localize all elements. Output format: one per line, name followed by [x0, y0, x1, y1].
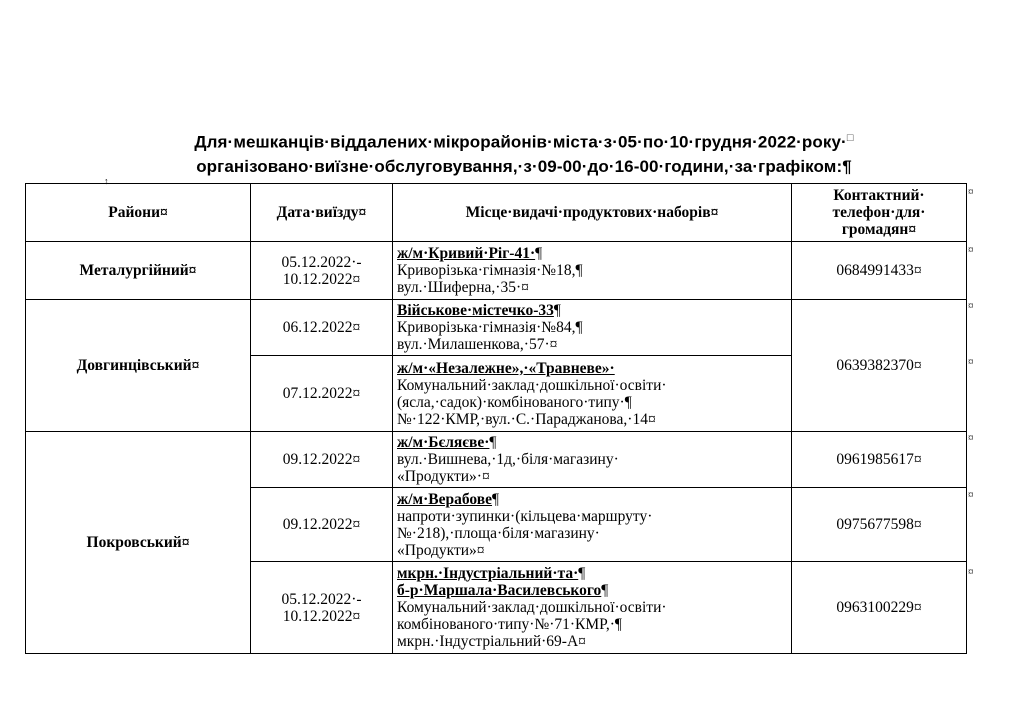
- date-cell: [251, 242, 393, 300]
- header-row: [26, 184, 967, 242]
- date-cell: [251, 562, 393, 654]
- location-title: [397, 582, 787, 599]
- location-title-text: мкрн.·Індустріальний·та·: [397, 565, 579, 582]
- district-cell: Довгинцівський¤: [26, 300, 251, 432]
- phone-cell: 0684991433¤: [792, 242, 967, 300]
- date-cell: 06.12.2022¤: [251, 300, 393, 356]
- location-title: [397, 565, 787, 582]
- address-line: комбінованого·типу·№·71·КМР,·¶: [397, 616, 622, 633]
- header-phone-line-2: телефон·для·: [832, 204, 926, 221]
- date-line-2: 10.12.2022¤: [282, 270, 361, 288]
- date-cell: 09.12.2022¤: [251, 488, 393, 562]
- address-line: вул.·Милашенкова,·57·¤: [397, 336, 558, 353]
- date-cell: 07.12.2022¤: [251, 356, 393, 432]
- place-cell: [393, 356, 792, 432]
- paragraph-mark: ¶: [492, 490, 500, 508]
- heading-line-2: організовано·виїзне·обслуговування,·з·09-00·до·16-00·години,·за·графіком:¶: [196, 156, 852, 176]
- address-line: напроти·зупинки·(кільцева·маршруту·: [397, 507, 653, 525]
- address-line: вул.·Шиферна,·35·¤: [397, 279, 529, 296]
- address-line: мкрн.·Індустріальний·69-А¤: [397, 633, 586, 650]
- phone-cell: 0961985617¤: [792, 432, 967, 488]
- date-line-2: 10.12.2022¤: [282, 607, 361, 625]
- location-title-text: ж/м·Бєляєве·: [397, 434, 490, 451]
- place-cell: [393, 562, 792, 654]
- header-phone-line-1: Контактний·: [833, 187, 925, 204]
- paragraph-mark: ¶: [601, 582, 609, 599]
- location-title-text: ж/м·Кривий·Ріг-41·: [397, 245, 536, 262]
- place-cell: [393, 432, 792, 488]
- date-cell: 09.12.2022¤: [251, 432, 393, 488]
- paragraph-mark: ¶: [578, 565, 586, 582]
- table-row: [26, 242, 967, 300]
- place-cell: [393, 488, 792, 562]
- row-end-mark: ¤: [968, 566, 974, 578]
- row-end-mark: ¤: [968, 186, 974, 198]
- schedule-table: [25, 183, 967, 654]
- heading-line-1-text: Для·мешканців·віддалених·мікрорайонів·міста·з·05·по·10·грудня·2022·року·: [194, 132, 847, 152]
- address-line: вул.·Вишнева,·1д,·біля·магазину·: [397, 451, 619, 468]
- address-line: «Продукти»·¤: [397, 468, 490, 485]
- address-line: №·122·КМР,·вул.·С.·Параджанова,·14¤: [397, 410, 656, 428]
- phone-cell: 0975677598¤: [792, 488, 967, 562]
- row-end-mark: ¤: [968, 244, 974, 256]
- location-title: [397, 491, 787, 508]
- date-line-1: 05.12.2022·-: [281, 253, 362, 271]
- address-line: Комунальний·заклад·дошкільної·освіти·: [397, 376, 667, 394]
- table-row: [26, 432, 967, 488]
- date-line-1: 05.12.2022·-: [281, 590, 362, 608]
- address-line: (ясла,·садок)·комбінованого·типу·¶: [397, 393, 632, 411]
- document-heading: [84, 126, 964, 179]
- place-cell: [393, 242, 792, 300]
- district-cell: Покровський¤: [26, 432, 251, 654]
- location-title: [397, 302, 787, 319]
- location-title: ж/м·«Незалежне»,·«Травневе»·: [397, 359, 615, 377]
- location-title: [397, 434, 787, 451]
- heading-line-1-mark: □: [846, 132, 854, 144]
- header-place: Місце·видачі·продуктових·наборів¤: [393, 184, 792, 242]
- address-line: №·218),·площа·біля·магазину·: [397, 524, 600, 542]
- header-district: Райони¤: [26, 184, 251, 242]
- address-line: Криворізька·гімназія·№84,¶: [397, 319, 583, 336]
- row-end-mark: ¤: [968, 300, 974, 312]
- paragraph-mark: ¶: [535, 245, 543, 262]
- row-end-mark: ¤: [968, 432, 974, 444]
- row-end-mark: ¤: [968, 356, 974, 368]
- phone-cell: 0963100229¤: [792, 562, 967, 654]
- place-cell: [393, 300, 792, 356]
- header-phone-line-3: громадян¤: [841, 221, 917, 238]
- paragraph-mark: ¶: [553, 302, 561, 319]
- district-cell: Металургійний¤: [26, 242, 251, 300]
- table-row: [26, 300, 967, 356]
- address-line: Комунальний·заклад·дошкільної·освіти·: [397, 599, 667, 616]
- location-title-text: б-р·Маршала·Василевського: [397, 582, 602, 599]
- header-phone: [792, 184, 967, 242]
- location-title: [397, 245, 787, 262]
- row-end-mark: ¤: [968, 489, 974, 501]
- header-date: Дата·виїзду¤: [251, 184, 393, 242]
- heading-line-1: [84, 126, 964, 155]
- phone-cell: 0639382370¤: [792, 300, 967, 432]
- table-move-mark: ↕: [104, 176, 109, 186]
- paragraph-mark: ¶: [489, 434, 497, 451]
- address-line: Криворізька·гімназія·№18,¶: [397, 262, 583, 279]
- location-title-text: ж/м·Верабове: [397, 490, 493, 508]
- address-line: «Продукти»¤: [397, 541, 485, 559]
- location-title-text: Військове·містечко-33: [397, 302, 554, 319]
